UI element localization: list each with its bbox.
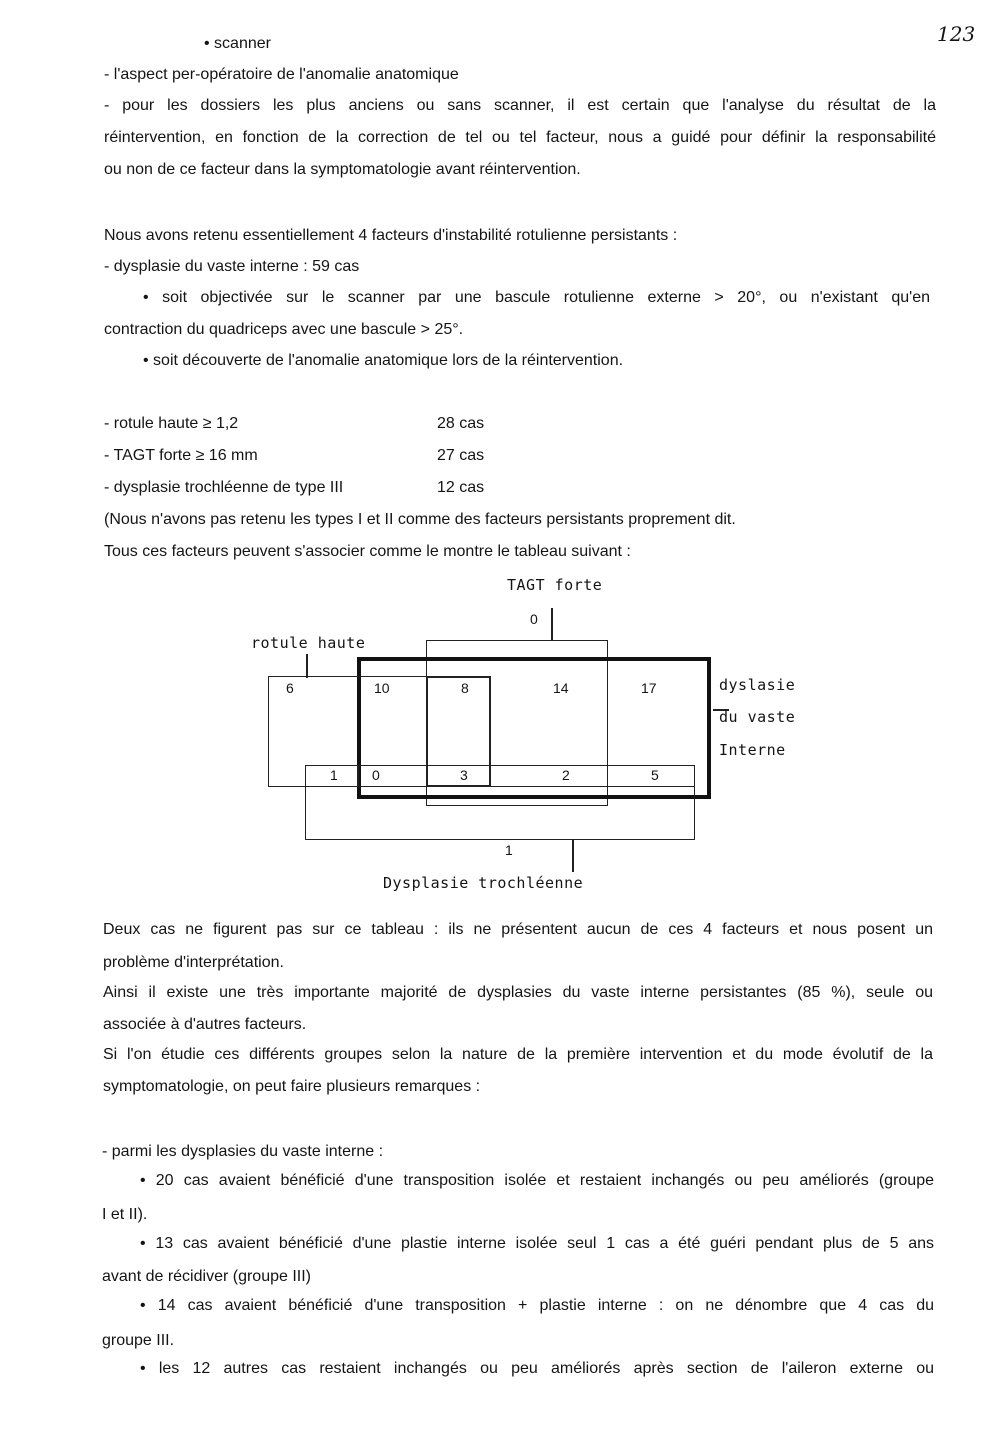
text-line: associée à d'autres facteurs. — [103, 1016, 307, 1033]
troch-leader-line — [572, 840, 574, 872]
text-line: contraction du quadriceps avec une bascule > 25°. — [104, 321, 464, 338]
factor-label: - rotule haute ≥ 1,2 — [104, 415, 239, 432]
tagt-leader-line — [551, 608, 553, 640]
label-vaste-line2: du vaste — [719, 708, 796, 726]
cell-vaste-tagt: 14 — [553, 680, 569, 696]
divider — [357, 765, 359, 787]
cell-vaste-only: 17 — [641, 680, 657, 696]
text-line: - l'aspect per-opératoire de l'anomalie anatomique — [104, 66, 459, 83]
text-line: Ainsi il existe une très importante majorité de dysplasies du vaste interne persistantes (85 %), seule ou — [103, 984, 933, 1001]
cell-tagt-only: 0 — [530, 611, 538, 627]
cell-rotule-only: 6 — [286, 680, 294, 696]
text-line: • 13 cas avaient bénéficié d'une plastie interne isolée seul 1 cas a été guéri pendant plus de 5 ans — [140, 1235, 934, 1252]
cell-rotule-vaste-tagt: 8 — [461, 680, 469, 696]
cell-rotule-vaste-troch: 0 — [372, 767, 380, 783]
trochleenne-top-band — [305, 765, 695, 787]
text-line: • scanner — [204, 35, 271, 52]
text-line: Si l'on étudie ces différents groupes selon la nature de la première intervention et du mode évolutif de la — [103, 1046, 933, 1063]
text-line: • soit découverte de l'anomalie anatomique lors de la réintervention. — [143, 352, 624, 369]
text-line: Deux cas ne figurent pas sur ce tableau : ils ne présentent aucun de ces 4 facteurs et nous posent un — [103, 921, 933, 938]
text-line: Nous avons retenu essentiellement 4 facteurs d'instabilité rotulienne persistants : — [104, 227, 678, 244]
text-line: ou non de ce facteur dans la symptomatologie avant réintervention. — [104, 161, 581, 178]
rotule-leader-line — [306, 654, 308, 678]
label-tagt-forte: TAGT forte — [507, 576, 603, 594]
factor-count: 27 cas — [437, 447, 485, 464]
cell-all-four: 3 — [460, 767, 468, 783]
factor-count: 28 cas — [437, 415, 485, 432]
cell-troch-only: 1 — [505, 842, 513, 858]
cell-rotule-vaste: 10 — [374, 680, 390, 696]
cell-rotule-troch: 1 — [330, 767, 338, 783]
text-line: groupe III. — [102, 1332, 175, 1349]
label-vaste-line1: dyslasie — [719, 676, 796, 694]
text-line: • soit objectivée sur le scanner par une bascule rotulienne externe > 20°, ou n'existant qu'en — [143, 289, 930, 306]
text-line: - dysplasie du vaste interne : 59 cas — [104, 258, 360, 275]
label-dysplasie-trochleenne: Dysplasie trochléenne — [383, 874, 584, 892]
label-vaste-line3: Interne — [719, 741, 786, 759]
label-rotule-haute: rotule haute — [251, 634, 366, 652]
text-line: problème d'interprétation. — [103, 954, 284, 971]
text-line: I et II). — [102, 1206, 148, 1223]
factor-label: - TAGT forte ≥ 16 mm — [104, 447, 258, 464]
text-line: • les 12 autres cas restaient inchangés ou peu améliorés après section de l'aileron externe ou — [140, 1360, 934, 1377]
text-line: symptomatologie, on peut faire plusieurs remarques : — [103, 1078, 481, 1095]
text-line: - pour les dossiers les plus anciens ou sans scanner, il est certain que l'analyse du résultat de la — [104, 97, 936, 114]
factor-count: 12 cas — [437, 479, 485, 496]
text-line: Tous ces facteurs peuvent s'associer comme le montre le tableau suivant : — [104, 543, 631, 560]
cell-vaste-troch: 5 — [651, 767, 659, 783]
cell-vaste-tagt-troch: 2 — [562, 767, 570, 783]
text-line: • 14 cas avaient bénéficié d'une transposition + plastie interne : on ne dénombre que 4 cas du — [140, 1297, 934, 1314]
text-line: avant de récidiver (groupe III) — [102, 1268, 311, 1285]
text-line: (Nous n'avons pas retenu les types I et II comme des facteurs persistants proprement dit. — [104, 511, 736, 528]
page-number: 123 — [937, 22, 976, 46]
text-line: réintervention, en fonction de la correction de tel ou tel facteur, nous a guidé pour définir la responsabilité — [104, 129, 936, 146]
factor-label: - dysplasie trochléenne de type III — [104, 479, 344, 496]
text-line: - parmi les dysplasies du vaste interne : — [102, 1143, 384, 1160]
text-line: • 20 cas avaient bénéficié d'une transposition isolée et restaient inchangés ou peu améliorés (groupe — [140, 1172, 934, 1189]
